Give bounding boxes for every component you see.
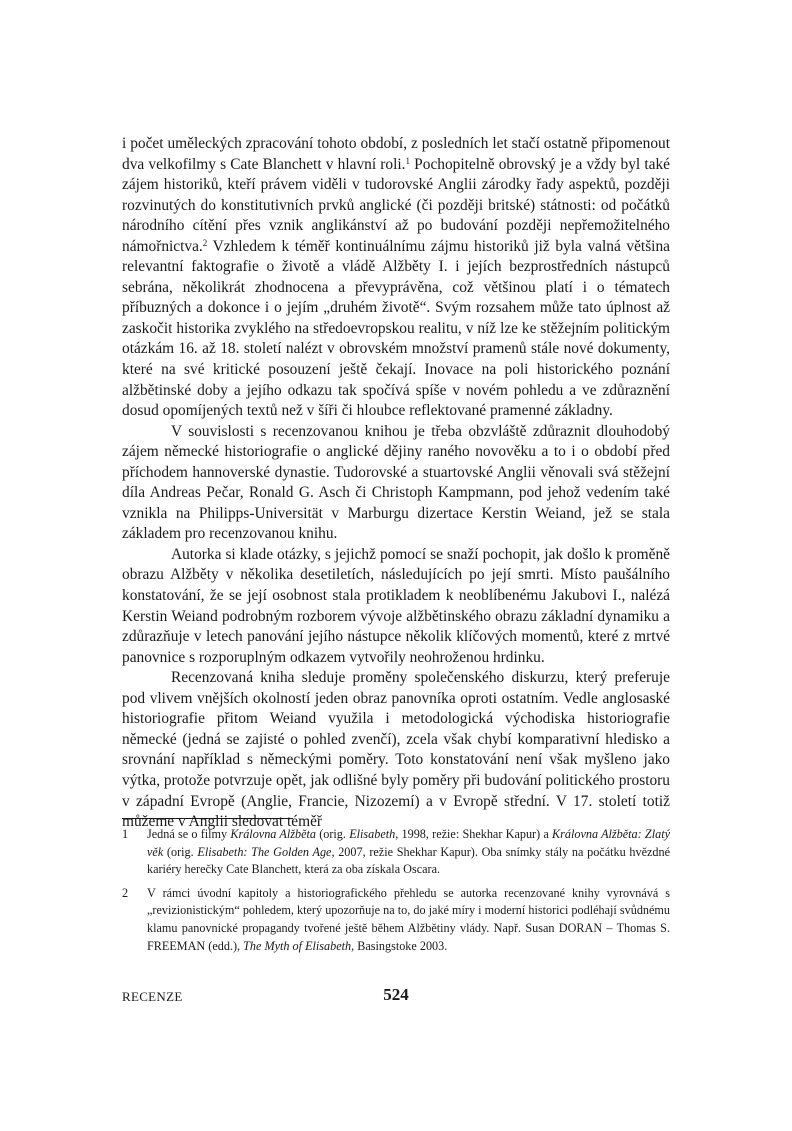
footnote-text-part: , 1998, režie: Shekhar Kapur) a bbox=[395, 827, 553, 841]
film-title: Královna Alžběta bbox=[230, 827, 316, 841]
paragraph-4: Recenzovaná kniha sleduje proměny společenského diskurzu, který preferuje pod vlivem vnějších okolností jeden obraz panovníka oproti ostatním. Vedle anglosaské historiografie přitom Weiand využila i metodologická východiska historiografie německé (jedná se zajisté o pohled zvenčí), zcela však chybí komparativní hledisko a srovnání například s německými poměry. Toto konstatování není však myšleno jako výtka, protože potvrzuje opět, jak odlišné byly poměry při budování politického prostoru v západní Evropě (Anglie, Francie, Nizozemí) a v Evropě střední. V 17. století totiž můžeme v Anglii sledovat téměř bbox=[122, 669, 670, 831]
footnote-number: 1 bbox=[122, 827, 129, 841]
footnote-text-part: (orig. bbox=[163, 844, 198, 859]
film-title: Elisabeth bbox=[349, 827, 396, 841]
footnote-text bbox=[147, 885, 670, 955]
film-title: Královna Alžběta: Zlatý věk bbox=[147, 827, 670, 859]
footnote-2 bbox=[122, 885, 670, 955]
footnote-text-part: Jedná se o filmy bbox=[147, 827, 231, 841]
footnote-ref-2[interactable]: 2 bbox=[202, 237, 208, 248]
footnote-text-part: , Basingstoke 2003. bbox=[351, 938, 448, 953]
paragraph-2: V souvislosti s recenzovanou knihou je třeba obzvláště zdůraznit dlouhodobý zájem německé historiografie o anglické dějiny raného novověku a to i o období před příchodem hannoverské dynastie. Tudorovské a stuartovské Anglii věnovali svá stěžejní díla Andreas Pečar, Ronald G. Asch či Christoph Kampmann, pod jehož vedením také vznikla na Philipps-Universität v Marburgu dizertace Kerstin Weiand, jež se stala základem pro recenzovanou knihu. bbox=[122, 422, 670, 543]
film-title: Elisabeth: The Golden Age bbox=[197, 844, 332, 859]
footnote-number: 2 bbox=[122, 885, 129, 900]
footnote-text-part: , 2007, režie Shekhar Kapur). Oba snímky stály na počátku hvězdné kariéry herečky Cate Blanchett, která za oba získala Oscara. bbox=[147, 844, 670, 877]
footnote-text-part: (orig. bbox=[315, 827, 350, 841]
main-text bbox=[122, 134, 670, 833]
footnote-text-part: V rámci úvodní kapitoly a historiografického přehledu se autorka recenzované knihy vyrovnává s „revizionistickým“ pohledem, který upozorňuje na to, do jaké míry i moderní historici podléhají svůdnému klamu panovnické propagandy tvořené ještě během Alžbětiny vlády. Např. Susan DORAN – Thomas S. FREEMAN (edd.), bbox=[147, 885, 670, 953]
footnote-ref-1[interactable]: 1 bbox=[405, 155, 411, 166]
paragraph-text: Pochopitelně obrovský je a vždy byl také zájem historiků, kteří právem viděli v tudorovské Anglii zárodky řady aspektů, později rozvinutých do konstitutivních prvků anglické (či později britské) státnosti: od počátků národního cítění přes vznik anglikánství až po budování později nepřemožitelného námořnictva. bbox=[122, 155, 671, 255]
paragraph-text: i počet uměleckých zpracování tohoto období, z posledních let stačí ostatně připomenout dva velkofilmy s Cate Blanchett v hlavní roli. bbox=[122, 135, 670, 173]
paragraph-3: Autorka si klade otázky, s jejichž pomocí se snaží pochopit, jak došlo k proměně obrazu Alžběty v několika desetiletích, následujících po její smrti. Místo paušálního konstatování, že se její osobnost stala protikladem k neoblíbenému Jakubovi I., nalézá Kerstin Weiand podrobným rozborem vývoje alžbětinského obrazu základní dynamiku a zdůrazňuje v letech panování jejího nástupce několik klíčových momentů, které z mrtvé panovnice s rozporuplným odkazem vytvořily neohroženou hrdinku. bbox=[122, 545, 670, 666]
footnote-1 bbox=[122, 826, 670, 879]
footnote-divider bbox=[122, 818, 293, 819]
paragraph-1 bbox=[122, 134, 670, 422]
section-label: RECENZE bbox=[122, 989, 183, 1004]
paragraph-text: Vzhledem k téměř kontinuálnímu zájmu historiků již byla valná většina relevantní faktografie o životě a vládě Alžběty I. i jejích bezprostředních nástupců sebrána, několikrát zhodnocena a převyprávěna, což většinou platí i o tématech příbuzných a dokonce i o jejím „druhém životě“. Svým rozsahem může tato úplnost až zaskočit historika zvyklého na středoevropskou realitu, v níž lze ke stěžejním politickým otázkám 16. až 18. století nalézt v obrovském množství pramenů stále nové dokumenty, které na své kritické posouzení ještě čekají. Inovace na poli historického poznání alžbětinské doby a jejího odkazu tak spočívá spíše v novém pohledu a ve zdůraznění dosud opomíjených textů než v šíři či hloubce reflektované pramenné základny. bbox=[122, 237, 670, 420]
book-title: The Myth of Elisabeth bbox=[243, 938, 352, 953]
footnotes bbox=[122, 826, 670, 961]
footnote-text bbox=[147, 826, 670, 879]
page-number: 524 bbox=[383, 985, 409, 1004]
